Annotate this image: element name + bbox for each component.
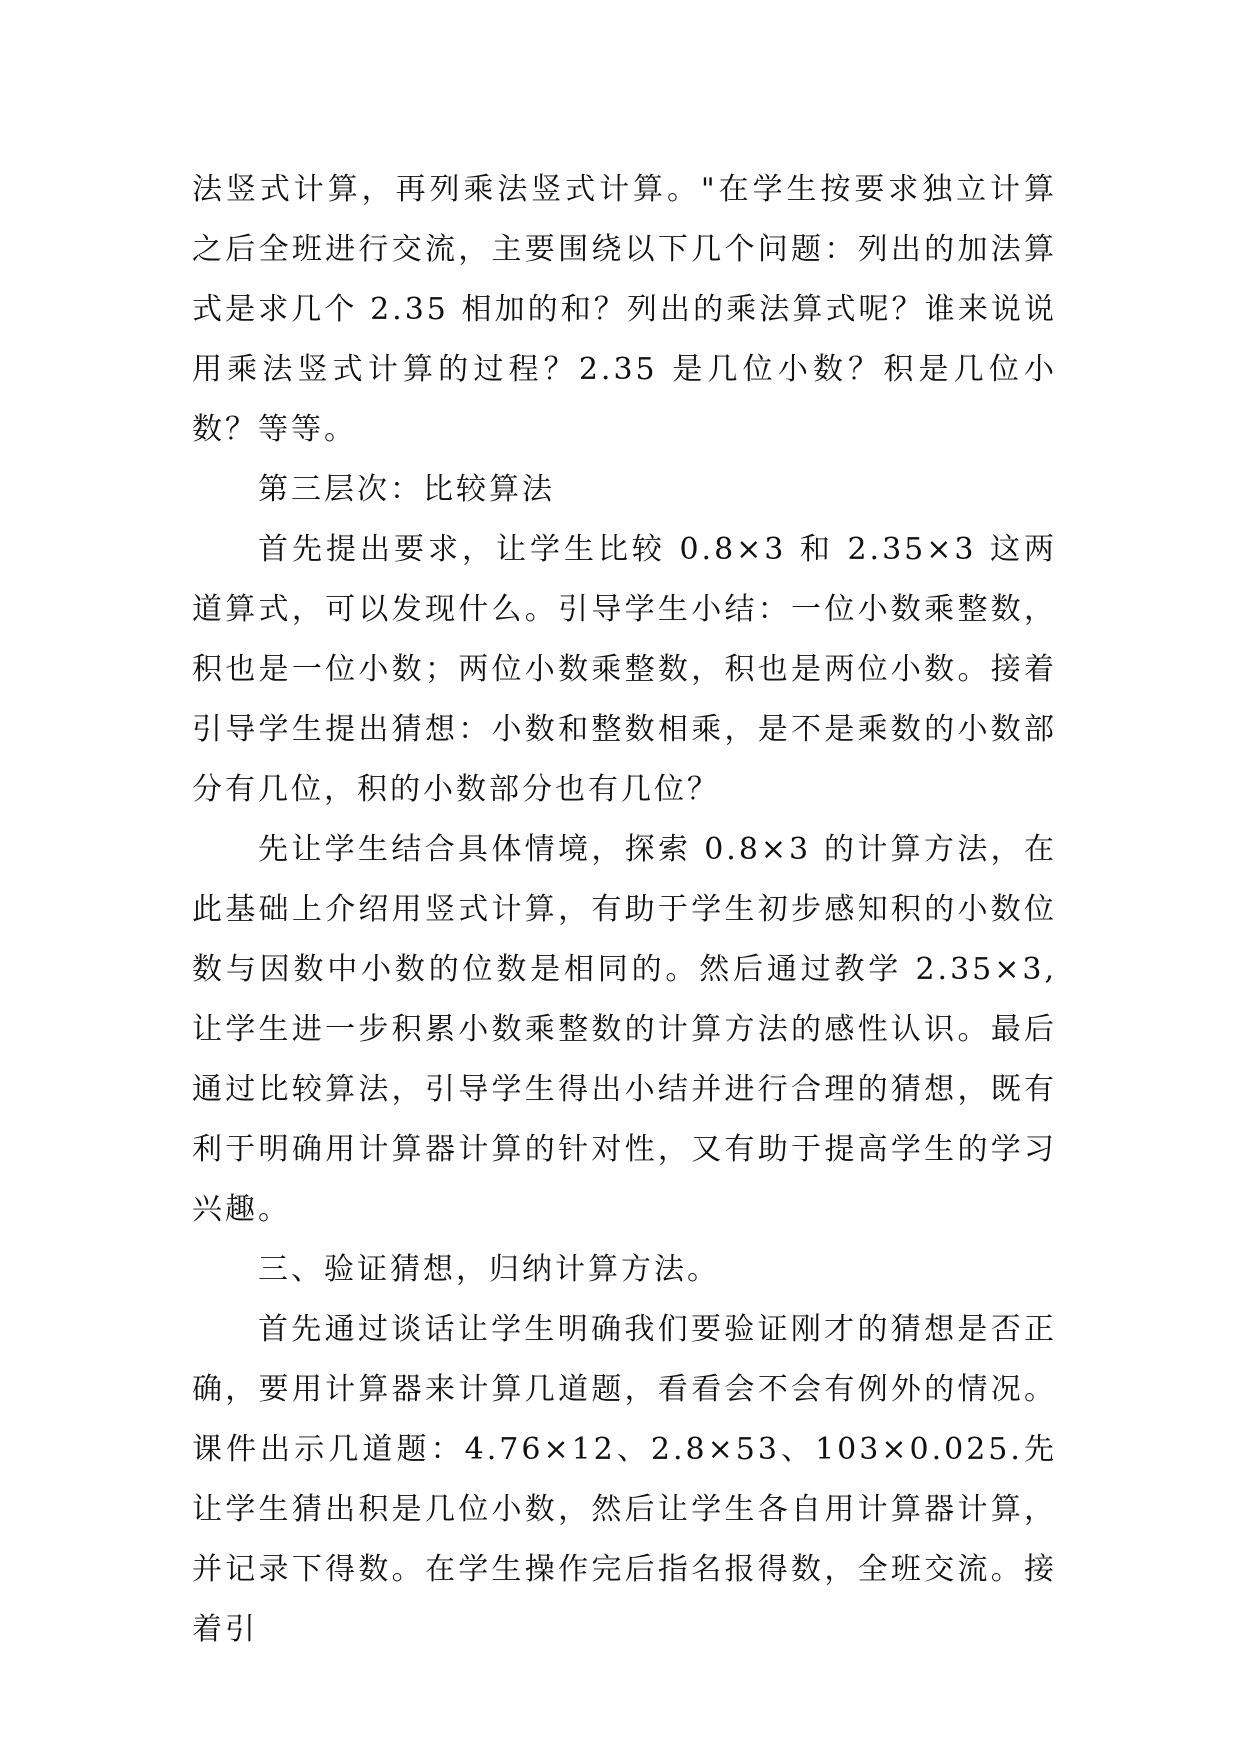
- paragraph-4: 首先通过谈话让学生明确我们要验证刚才的猜想是否正确，要用计算器来计算几道题，看看会不会有例外的情况。课件出示几道题：4.76×12、2.8×53、103×0.025.先让学生猜出积是几位小数，然后让学生各自用计算器计算，并记录下得数。在学生操作完后指名报得数，全班交流。接着引: [192, 1312, 1057, 1647]
- section-heading-third-level: 第三层次：比较算法: [258, 472, 555, 507]
- paragraph-1: 法竖式计算，再列乘法竖式计算。"在学生按要求独立计算之后全班进行交流，主要围绕以下几个问题：列出的加法算式是求几个 2.35 相加的和？列出的乘法算式呢？谁来说说用乘法竖式计算的过程？2.35 是几位小数？积是几位小数？等等。: [192, 172, 1057, 447]
- section-heading-three: 三、验证猜想，归纳计算方法。: [258, 1252, 720, 1287]
- paragraph-2: 首先提出要求，让学生比较 0.8×3 和 2.35×3 这两道算式，可以发现什么。引导学生小结：一位小数乘整数，积也是一位小数；两位小数乘整数，积也是两位小数。接着引导学生提出猜想：小数和整数相乘，是不是乘数的小数部分有几位，积的小数部分也有几位？: [192, 532, 1057, 807]
- document-page: [192, 160, 1057, 1660]
- paragraph-3: 先让学生结合具体情境，探索 0.8×3 的计算方法，在此基础上介绍用竖式计算，有助于学生初步感知积的小数位数与因数中小数的位数是相同的。然后通过教学 2.35×3,让学生进一步积累小数乘整数的计算方法的感性认识。最后通过比较算法，引导学生得出小结并进行合理的猜想，既有利于明确用计算器计算的针对性，又有助于提高学生的学习兴趣。: [192, 832, 1057, 1227]
